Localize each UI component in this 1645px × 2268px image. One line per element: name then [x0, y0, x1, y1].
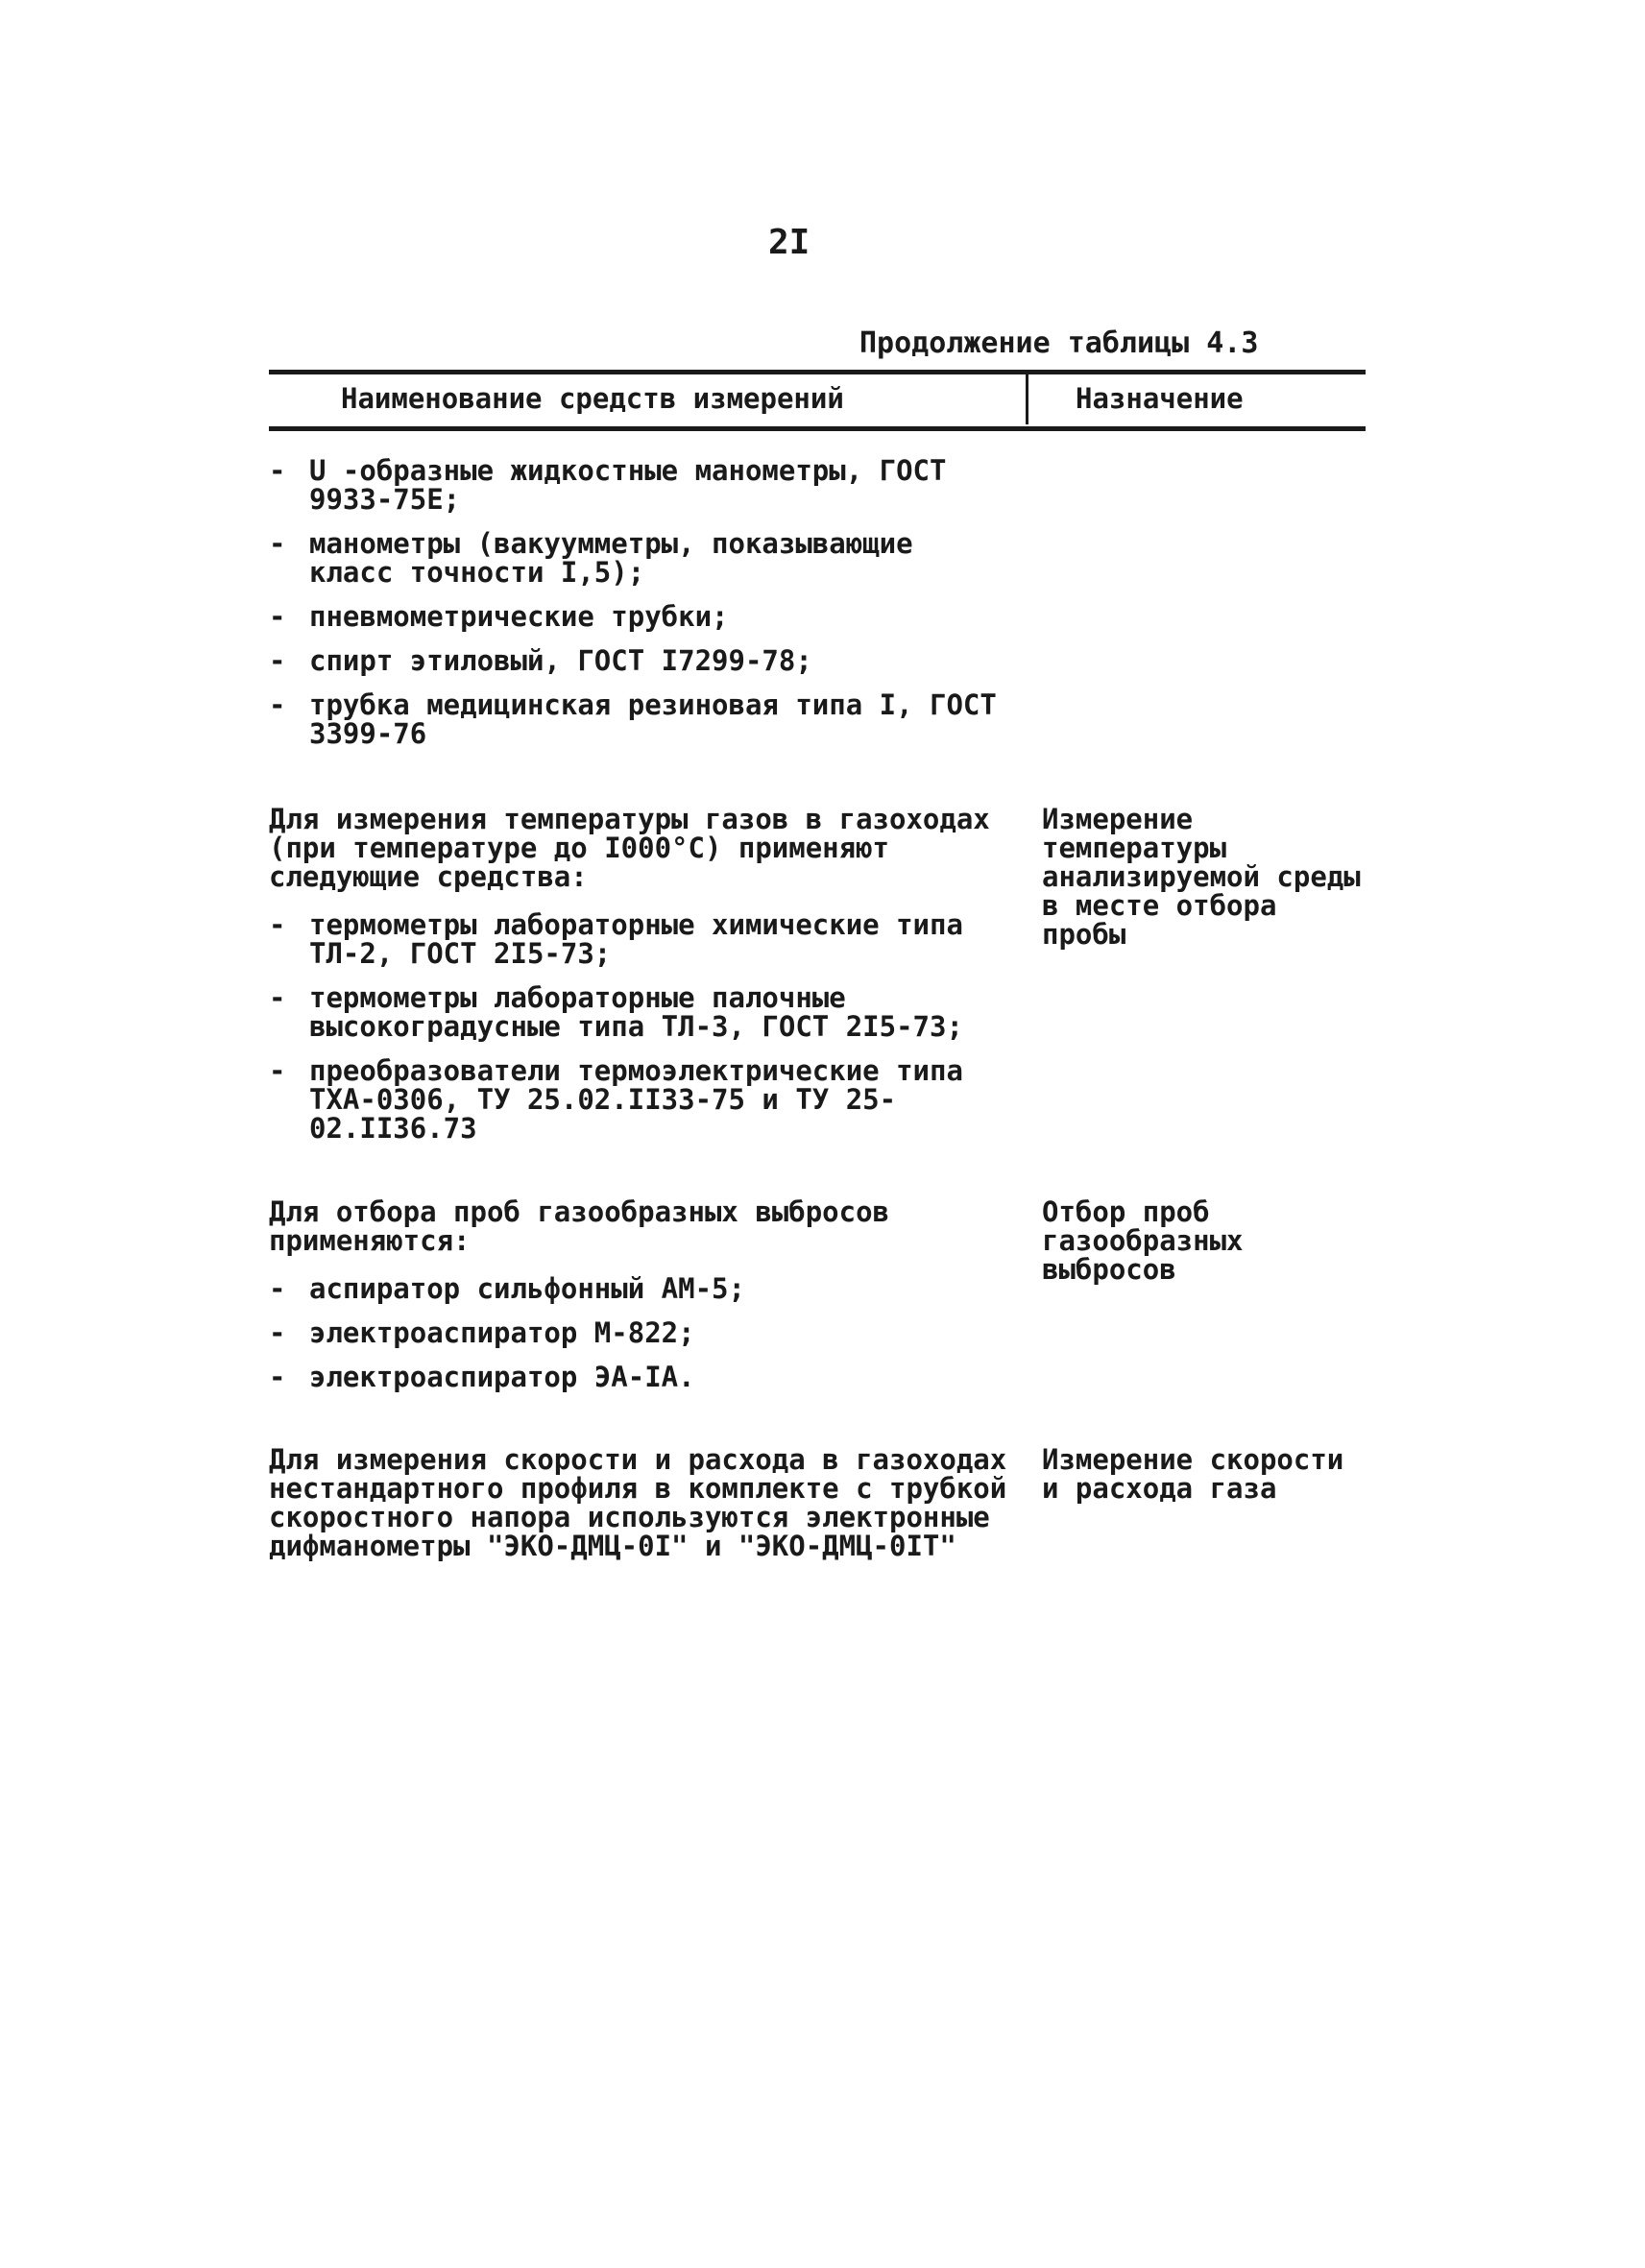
section-2-intro: Для измерения температуры газов в газоходах (при температуре до I000°С) применяют следующие средства: — [269, 803, 990, 893]
list-item: - манометры (вакуумметры, показывающие класс точности I,5); — [269, 527, 913, 589]
table-caption: Продолжение таблицы 4.3 — [859, 326, 1259, 360]
list-item: - электроаспиратор ЭА-IА. — [269, 1361, 695, 1393]
column-header-instruments: Наименование средств измерений — [341, 382, 844, 415]
section-3-intro: Для отбора проб газообразных выбросов применяются: — [269, 1195, 890, 1257]
list-item: - электроаспиратор М-822; — [269, 1316, 695, 1349]
list-item: - спирт этиловый, ГОСТ I7299-78; — [269, 644, 812, 677]
column-header-purpose: Назначение — [1076, 382, 1244, 415]
list-item: - трубка медицинская резиновая типа I, ГОСТ 3399-76 — [269, 688, 997, 750]
section-4-instruments — [269, 1445, 1037, 1580]
section-4-intro: Для измерения скорости и расхода в газоходах нестандартного профиля в комплекте с трубкой скоростного напора используются электронные дифманометры "ЭКО-ДМЦ-0I" и "ЭКО-ДМЦ-0IТ" — [269, 1443, 1007, 1562]
column-separator — [1026, 374, 1028, 424]
table-top-rule — [269, 370, 1366, 374]
section-3-purpose: Отбор проб газообразных выбросов — [1042, 1195, 1244, 1286]
section-1-list — [269, 456, 999, 763]
list-item: - преобразователи термоэлектрические типа ТХА-0306, ТУ 25.02.II33-75 и ТУ 25-02.II36.73 — [269, 1054, 963, 1145]
section-2-purpose: Измерение температуры анализируемой среды в месте отбора пробы — [1042, 803, 1361, 951]
list-item: - аспиратор сильфонный АМ-5; — [269, 1272, 745, 1305]
list-item: - U -образные жидкостные манометры, ГОСТ 9933-75Е; — [269, 454, 947, 516]
table-header-rule — [269, 426, 1366, 431]
section-2-instruments — [269, 805, 1037, 1158]
section-3-instruments — [269, 1197, 1037, 1407]
section-4-purpose: Измерение скорости и расхода газа — [1042, 1443, 1344, 1505]
page-number: 2I — [768, 223, 810, 262]
list-item: - термометры лабораторные палочные высокоградусные типа ТЛ-3, ГОСТ 2I5-73; — [269, 981, 963, 1043]
list-item: - термометры лабораторные химические типа ТЛ-2, ГОСТ 2I5-73; — [269, 908, 963, 970]
list-item: - пневмометрические трубки; — [269, 600, 729, 633]
